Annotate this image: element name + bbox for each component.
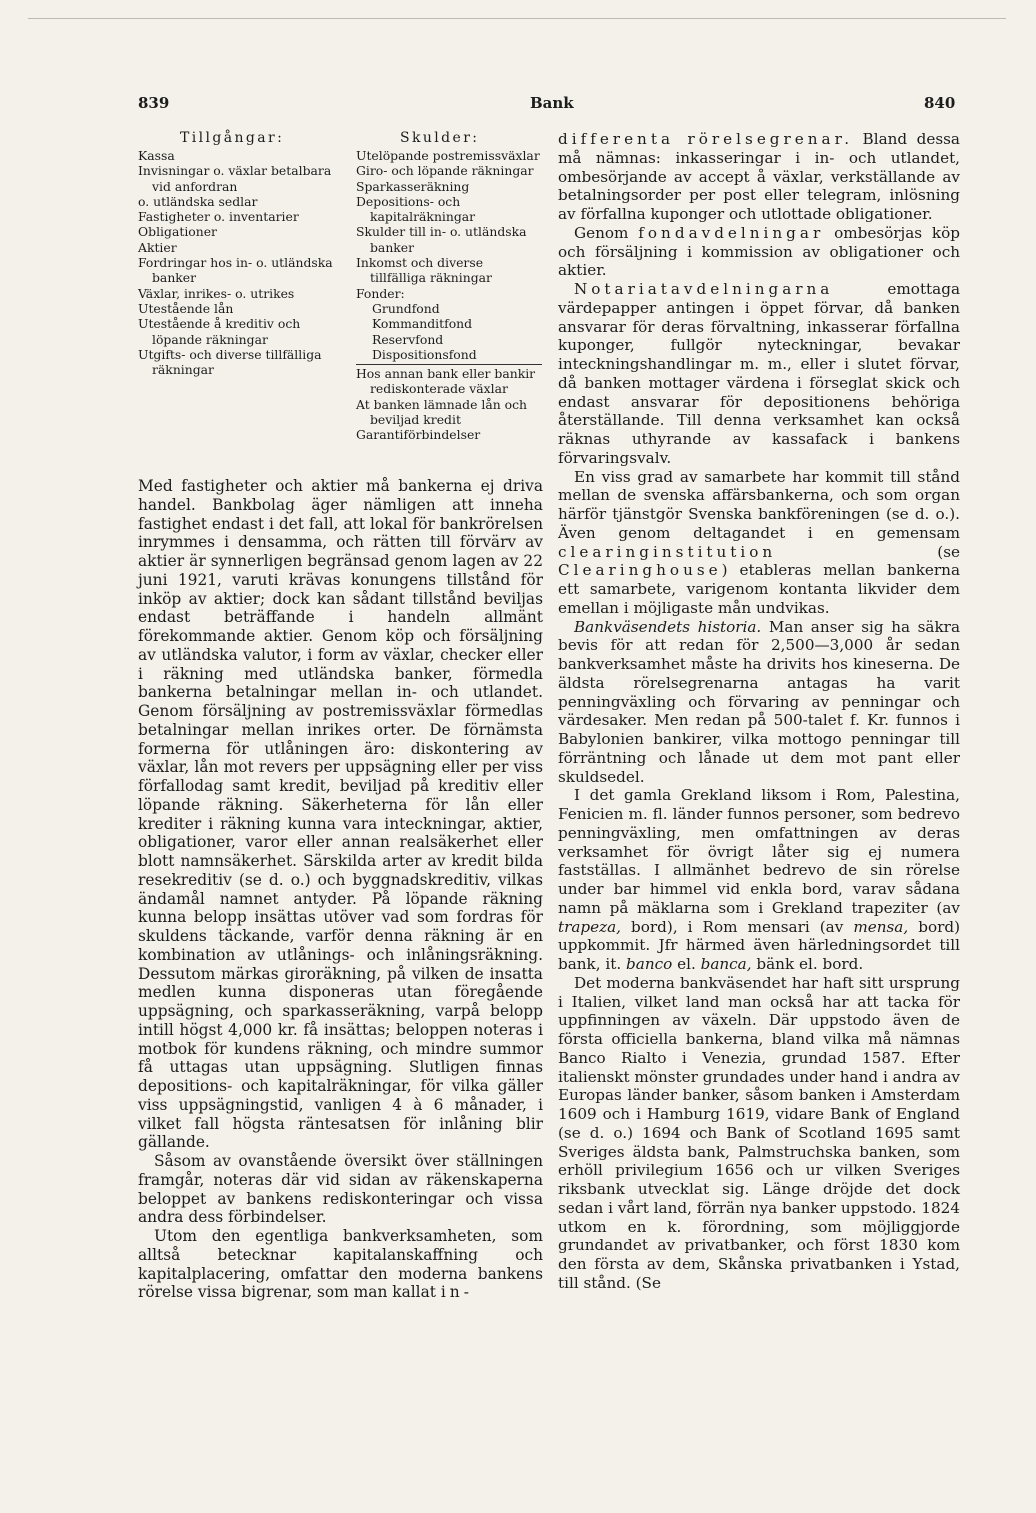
- text-run: ombesörjas köp och försäljning i kommission av obligationer och aktier.: [558, 223, 960, 280]
- liability-item: Inkomst och diverse tillfälliga räkningar: [356, 255, 492, 286]
- spaced-term: differenta rörelsegrenar.: [558, 130, 854, 148]
- page-header: [0, 94, 1036, 120]
- asset-item: Växlar, inrikes- o. utrikes: [138, 285, 295, 301]
- spaced-term: clearinginstitution: [558, 542, 777, 561]
- asset-item: Aktier: [138, 239, 177, 255]
- text-run: Genom: [574, 223, 639, 242]
- body-paragraph: [558, 618, 960, 787]
- fund-item: Grundfond: [372, 300, 440, 316]
- text-run: Bland dessa må nämnas: inkasseringar i in- och utlandet, ombesörjande av accept å växlar, verkställande av betalningsorder per post eller telegram, inlösning av förfallna kuponger och utlottade obligationer.: [558, 130, 960, 223]
- italic-term: trapeza,: [558, 917, 622, 936]
- off-balance-item: Garantiförbindelser: [356, 427, 481, 443]
- liability-item: Sparkasseräkning: [356, 178, 470, 194]
- left-column: [138, 130, 543, 1370]
- right-page-number: 840: [924, 94, 956, 112]
- spaced-term: in-: [440, 1283, 473, 1302]
- text-run: Man anser sig ha säkra bevis för att redan för 2,500—3,000 år sedan bankverksamhet måste ha drivits hos kineserna. De äldsta rörelsegrenarna antagas ha varit penningväxling och förvaring av penningar och värdesaker. Men redan på 500-talet f. Kr. funnos i Babylonien bankirer, vilka mottogo penningar till förräntning och lånade ut dem mot pant eller skuldsedel.: [558, 617, 960, 786]
- asset-item: Utgifts- och diverse tillfälliga räkningar: [138, 346, 322, 378]
- running-head: Bank: [530, 94, 574, 112]
- off-balance-item: Hos annan bank eller bankir rediskonterade växlar: [356, 366, 536, 397]
- spaced-term: fondavdelningar: [638, 223, 825, 242]
- section-title: Bankväsendets historia.: [574, 617, 762, 636]
- italic-term: banco: [626, 955, 673, 973]
- asset-item: Utestående lån: [138, 300, 234, 316]
- balance-sheet: [138, 130, 543, 477]
- text-run: Utom den egentliga bankverksamheten, som alltså betecknar kapitalanskaffning och kapitalplacering, omfattar den moderna bankens rörelse vissa bigrenar, som man kallat: [138, 1227, 543, 1302]
- asset-item: Utestående å kreditiv och löpande räkningar: [138, 316, 301, 347]
- liability-item: Depositions- och kapitalräkningar: [356, 193, 476, 225]
- asset-item: Invisningar o. växlar betalbara vid anfordran: [138, 163, 332, 194]
- body-paragraph: [558, 224, 960, 280]
- top-rule: [28, 18, 1006, 19]
- fund-item: Kommanditfond: [372, 316, 473, 332]
- fund-item: Dispositionsfond: [372, 346, 477, 362]
- body-paragraph: Det moderna bankväsendet har haft sitt ursprung i Italien, vilket land man också har att tacka för uppfinningen av växeln. Där uppstodo även de första officiella bankerna, bland vilka må nämnas Banco Rialto i Venezia, grundad 1587. Efter italienskt mönster grundades under hand i andra av Europas länder banker, såsom banken i Amsterdam 1609 och i Hamburg 1619, vidare Bank of England (se d. o.) 1694 och Bank of Scotland 1695 samt Sveriges äldsta bank, Palmstruchska banken, som erhöll privilegium 1656 och ur vilken Sveriges riksbank utvecklat sig. Länge dröjde det dock sedan i vårt land, förrän nya banker uppstodo. 1824 utkom en k. förordning, som möjliggjorde grundandet av privatbanker, och först 1830 kom den första av dem, Skånska privatbanken i Ystad, till stånd. (Se: [558, 973, 960, 1292]
- body-paragraph: [558, 280, 960, 468]
- liability-item: Skulder till in- o. utländska banker: [356, 224, 527, 255]
- asset-item: Fordringar hos in- o. utländska banker: [138, 255, 333, 286]
- liability-item: Fonder:: [356, 285, 405, 301]
- text-run: (se: [776, 542, 960, 561]
- text-run: bänk el. bord.: [751, 955, 864, 973]
- body-paragraph: [558, 786, 960, 974]
- italic-term: banca,: [700, 955, 752, 973]
- off-balance-item: At banken lämnade lån och beviljad kredit: [356, 396, 528, 428]
- body-paragraph: [558, 468, 960, 618]
- asset-item: o. utländska sedlar: [138, 193, 258, 209]
- text-run: bord), i Rom mensari (av: [621, 917, 854, 936]
- body-paragraph: [138, 1227, 543, 1302]
- text-run: En viss grad av samarbete har kommit till stånd mellan de svenska affärsbankerna, och som organ härför tjänstgör Svenska bankföreningen (se d. o.). Även genom deltagandet i en gemensam: [558, 467, 960, 542]
- asset-item: Fastigheter o. inventarier: [138, 209, 299, 225]
- liabilities-column: [356, 130, 542, 443]
- italic-term: mensa,: [853, 917, 909, 936]
- liability-item: Utelöpande postremissväxlar: [356, 148, 540, 163]
- text-run: emottaga värdepapper antingen i öppet förvar, då banken ansvarar för deras förvaltning, inkasserar förfallna kuponger, fullgör nyteckningar, bevakar inteckningshandlingar m. m., eller i slutet förvar, då banken mottager värdena i förseglat skick och endast ansvarar för depositionens behöriga återställande. Till denna verksamhet kan också räknas uthyrande av kassafack i bankens förvaringsvalv.: [558, 280, 960, 467]
- liabilities-heading: Skulder:: [400, 130, 480, 146]
- body-paragraph: [558, 130, 960, 224]
- assets-column: [138, 130, 350, 377]
- right-column: [558, 130, 960, 1380]
- assets-heading: Tillgångar:: [180, 130, 285, 146]
- text-run: bord) uppkommit. Jfr härmed även härledningsordet till bank, it.: [558, 917, 960, 973]
- liability-item: Giro- och löpande räkningar: [356, 163, 534, 179]
- asset-item: Obligationer: [138, 224, 217, 240]
- body-paragraph: Såsom av ovanstående översikt över ställningen framgår, noteras där vid sidan av räkenskaperna beloppet av bankens rediskonteringar och vissa andra dess förbindelser.: [138, 1152, 543, 1227]
- body-paragraph: Med fastigheter och aktier må bankerna ej driva handel. Bankbolag äger nämligen att inneha fastighet endast i det fall, att lokal för bankrörelsen inrymmes i densamma, och rätten till förvärv av aktier är synnerligen begränsad genom lagen av 22 juni 1921, varuti krävas konungens tillstånd för inköp av aktier; dock kan sådant tillstånd beviljas endast beträffande i handeln allmänt förekommande aktier. Genom köp och försäljning av utländska valutor, i form av växlar, checker eller i räkning med utländska banker, förmedla bankerna betalningar mellan in- och utlandet. Genom försäljning av postremissväxlar förmedlas betalningar mellan inrikes orter. De förnämsta formerna för utlåningen äro: diskontering av växlar, lån mot revers per uppsägning eller per viss förfallodag samt kredit, beviljad på kreditiv eller löpande räkning. Säkerheterna för lån eller krediter i räkning kunna vara inteckningar, aktier, obligationer, varor eller annan realsäkerhet eller blott namnsäkerhet. Särskilda arter av kredit bilda resekreditiv (se d. o.) och byggnadskreditiv, vilkas ändamål namnet antyder. På löpande räkning kunna belopp insättas utöver vad som fordras för skuldens täckande, varför denna räkning är en kombination av utlånings- och inlåningsräkning. Dessutom märkas giroräkning, på vilken de insatta medlen kunna disponeras utan föregående uppsägning, och sparkasseräkning, varpå belopp intill högst 4,000 kr. få insättas; beloppen noteras i motbok för kundens räkning, och mindre summor få uttagas utan uppsägning. Slutligen finnas depositions- och kapitalräkningar, för vilka gäller viss uppsägningstid, vanligen 4 à 6 månader, i vilket fall högsta räntesatsen för inlåning blir gällande.: [138, 477, 543, 1152]
- balance-rule: [356, 364, 542, 365]
- text-run: ) etableras mellan bankerna ett samarbete, varigenom kontanta likvider dem emellan i möjligaste mån undvikas.: [558, 561, 960, 617]
- spaced-term: Clearinghouse: [558, 561, 722, 580]
- fund-item: Reservfond: [372, 331, 444, 347]
- left-page-number: 839: [138, 94, 170, 112]
- text-run: el.: [672, 955, 701, 973]
- text-run: I det gamla Grekland liksom i Rom, Palestina, Fenicien m. fl. länder funnos personer, som bedrevo penningväxling, men omfattningen av deras verksamhet för övrigt låter sig ej numera fastställas. I allmänhet bedrevo de sin rörelse under bar himmel vid enkla bord, varav sådana namn på mäklarna som i Grekland trapeziter (av: [558, 786, 960, 917]
- spaced-term: Notariatavdelningarna: [574, 280, 834, 298]
- asset-item: Kassa: [138, 148, 175, 163]
